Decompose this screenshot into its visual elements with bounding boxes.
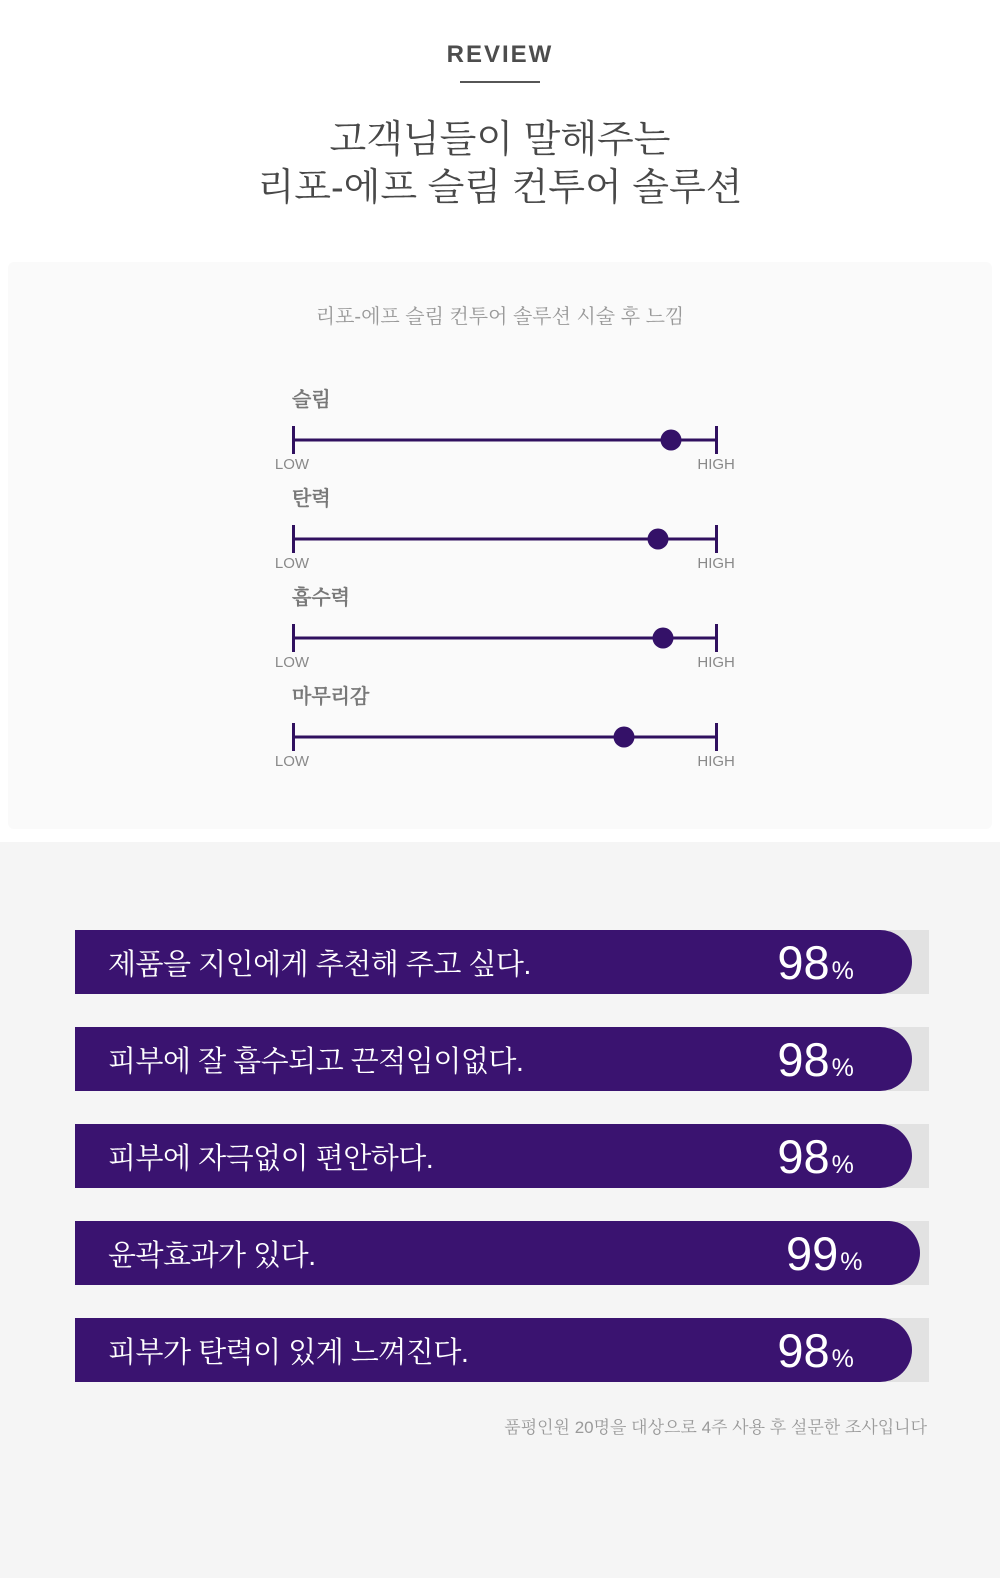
- slider-line: [292, 736, 718, 739]
- scale-high-label: HIGH: [697, 555, 735, 572]
- slider-row-elasticity: [274, 487, 735, 573]
- bar-percent: [777, 1129, 854, 1183]
- slider-label: 흡수력: [292, 587, 350, 609]
- scale-low-label: LOW: [274, 654, 310, 671]
- scale-row: [274, 555, 735, 573]
- bar-label: 피부가 탄력이 있게 느껴진다.: [108, 1336, 469, 1369]
- percent-unit: %: [840, 1247, 863, 1276]
- slider-label: 마무리감: [292, 686, 370, 708]
- scale-high-label: HIGH: [697, 654, 735, 671]
- survey-section: [0, 842, 1000, 1578]
- percent-unit: %: [831, 1053, 854, 1082]
- percent-unit: %: [831, 1150, 854, 1179]
- scale-row: [274, 654, 735, 672]
- survey-footnote: 품평인원 20명을 대상으로 4주 사용 후 설문한 조사입니다: [504, 1418, 927, 1437]
- bar-percent: [777, 1032, 854, 1086]
- survey-bar-row: [75, 1027, 929, 1091]
- slider-dot: [652, 628, 673, 649]
- bar-percent: [777, 1323, 854, 1377]
- percent-value: 98: [777, 1032, 830, 1086]
- scale-high-label: HIGH: [697, 456, 735, 473]
- slider-tick-high: [715, 525, 718, 553]
- bar-fill: [75, 1221, 920, 1285]
- bar-percent: [777, 935, 854, 989]
- page-title: [0, 116, 1000, 212]
- percent-unit: %: [831, 956, 854, 985]
- survey-bar-row: [75, 930, 929, 994]
- scale-low-label: LOW: [274, 456, 310, 473]
- scale-low-label: LOW: [274, 555, 310, 572]
- slider-track: [292, 525, 718, 553]
- slider-track: [292, 624, 718, 652]
- slider-tick-low: [292, 723, 295, 751]
- rating-sliders: [274, 388, 735, 771]
- percent-value: 99: [785, 1226, 839, 1280]
- bar-percent: [785, 1226, 863, 1280]
- slider-track: [292, 426, 718, 454]
- feeling-chart-panel: [8, 262, 992, 829]
- scale-high-label: HIGH: [697, 753, 735, 770]
- scale-row: [274, 456, 735, 474]
- slider-tick-low: [292, 426, 295, 454]
- slider-row-finish: [274, 685, 735, 771]
- slider-row-absorption: [274, 586, 735, 672]
- slider-tick-high: [715, 723, 718, 751]
- review-header: [0, 0, 1000, 262]
- scale-low-label: LOW: [274, 753, 310, 770]
- slider-tick-low: [292, 525, 295, 553]
- bar-fill: [75, 1318, 912, 1382]
- bar-fill: [75, 1027, 912, 1091]
- slider-tick-low: [292, 624, 295, 652]
- slider-label: 탄력: [292, 488, 331, 510]
- bar-label: 제품을 지인에게 추천해 주고 싶다.: [108, 948, 531, 981]
- slider-dot: [661, 430, 682, 451]
- slider-dot: [648, 529, 669, 550]
- section-kicker: REVIEW: [446, 41, 554, 68]
- scale-row: [274, 753, 735, 771]
- survey-bar-row: [75, 1221, 929, 1285]
- bar-label: 피부에 자극없이 편안하다.: [108, 1142, 434, 1175]
- slider-tick-high: [715, 624, 718, 652]
- survey-bar-row: [75, 1124, 929, 1188]
- bar-fill: [75, 930, 912, 994]
- chart-title: 리포-에프 슬림 컨투어 솔루션 시술 후 느낌: [315, 306, 685, 328]
- percent-value: 98: [777, 1323, 830, 1377]
- slider-label: 슬림: [292, 389, 331, 411]
- slider-line: [292, 439, 718, 442]
- slider-tick-high: [715, 426, 718, 454]
- slider-dot: [614, 727, 635, 748]
- page-title-line2: 리포-에프 슬림 컨투어 솔루션: [257, 167, 743, 209]
- survey-bar-row: [75, 1318, 929, 1382]
- slider-row-slim: [274, 388, 735, 474]
- page-title-line1: 고객님들이 말해주는: [329, 119, 671, 161]
- kicker-underline: [460, 81, 540, 83]
- percent-unit: %: [831, 1344, 854, 1373]
- bar-label: 윤곽효과가 있다.: [108, 1239, 316, 1272]
- bar-fill: [75, 1124, 912, 1188]
- bar-label: 피부에 잘 흡수되고 끈적임이없다.: [108, 1045, 524, 1078]
- percent-value: 98: [777, 1129, 830, 1183]
- slider-track: [292, 723, 718, 751]
- percent-value: 98: [777, 935, 830, 989]
